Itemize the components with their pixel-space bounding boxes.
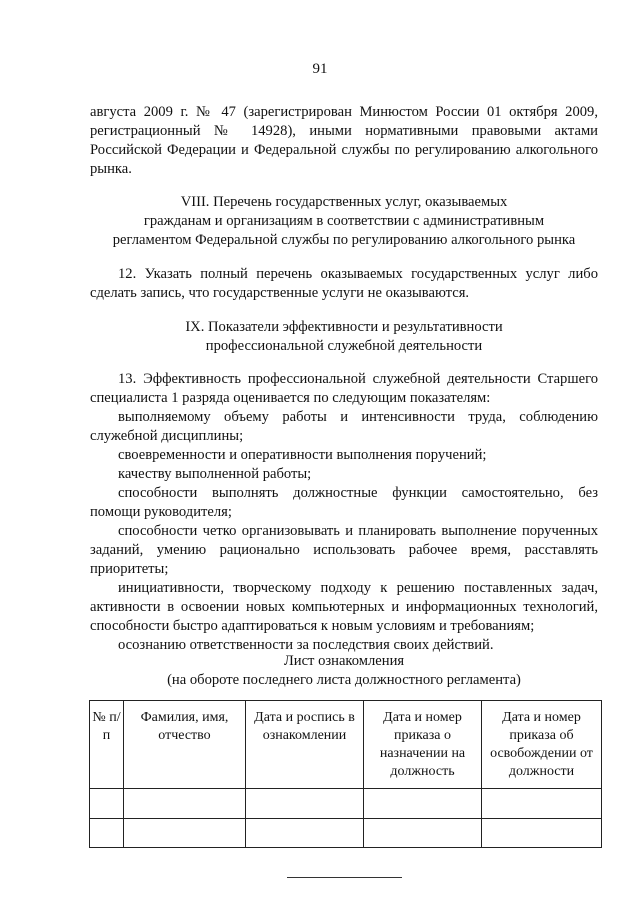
item-13-line: осознанию ответственности за последствия своих действий. xyxy=(118,637,494,653)
column-header-full-name: Фамилия, имя, отчество xyxy=(124,701,246,789)
item-12 xyxy=(90,265,598,303)
item-13-line: своевременности и оперативности выполнения поручений; xyxy=(118,447,487,463)
heading-line: VIII. Перечень государственных услуг, оказываемых xyxy=(180,194,508,210)
item-13-line: помощи руководителя; xyxy=(90,504,232,520)
intro-paragraph xyxy=(90,103,598,179)
item-13-line: способности быстро адаптироваться к новым условиям и требованиям; xyxy=(90,618,535,634)
table-cell xyxy=(482,818,602,847)
column-header-appointment-order: Дата и номер приказа о назначении на должность xyxy=(364,701,482,789)
column-header-number: № п/п xyxy=(90,701,124,789)
sheet-title: Лист ознакомления xyxy=(283,653,405,669)
acknowledgement-table xyxy=(89,700,602,848)
table-cell xyxy=(482,789,602,818)
table-cell xyxy=(246,818,364,847)
item-13-line: выполняемому объему работы и интенсивности труда, соблюдению xyxy=(118,409,598,425)
item-13-line: способности четко организовывать и планировать выполнение порученных xyxy=(118,523,598,539)
table-row xyxy=(90,789,602,818)
table-row xyxy=(90,818,602,847)
intro-line: Российской Федерации и Федеральной службы по регулированию алкогольного xyxy=(90,142,598,158)
footer-divider xyxy=(287,877,402,878)
sheet-subtitle: (на обороте последнего листа должностного регламента) xyxy=(167,672,521,688)
column-header-dismissal-order: Дата и номер приказа об освобождении от должности xyxy=(482,701,602,789)
heading-line: профессиональной служебной деятельности xyxy=(205,338,483,354)
heading-line: IX. Показатели эффективности и результативности xyxy=(185,319,503,335)
intro-line: августа 2009 г. № 47 (зарегистрирован Минюстом России 01 октября 2009, xyxy=(90,104,598,120)
item-12-line: 12. Указать полный перечень оказываемых государственных услуг либо xyxy=(118,266,598,282)
table-cell xyxy=(364,789,482,818)
item-12-line: сделать запись, что государственные услуги не оказываются. xyxy=(90,285,470,301)
item-13 xyxy=(90,370,598,655)
table-cell xyxy=(246,789,364,818)
item-13-line: активности в освоении новых компьютерных и информационных технологий, xyxy=(90,599,598,615)
item-13-line: заданий, умению рационально использовать рабочее время, расставлять xyxy=(90,542,598,558)
intro-line: регистрационный № 14928), иными нормативными правовыми актами xyxy=(90,123,598,139)
item-13-line: способности выполнять должностные функции самостоятельно, без xyxy=(118,485,598,501)
item-13-line: инициативности, творческому подходу к решению поставленных задач, xyxy=(118,580,598,596)
column-header-acknowledgement-date: Дата и роспись в ознакомлении xyxy=(246,701,364,789)
item-13-line: приоритеты; xyxy=(90,561,169,577)
table-header-row xyxy=(90,701,602,789)
page-number: 91 xyxy=(312,61,328,77)
intro-line: рынка. xyxy=(90,161,132,177)
heading-line: гражданам и организациям в соответствии с административным xyxy=(143,213,545,229)
table-cell xyxy=(90,789,124,818)
section-8-heading xyxy=(90,193,598,250)
item-13-line: качеству выполненной работы; xyxy=(118,466,312,482)
table-cell xyxy=(124,789,246,818)
section-9-heading xyxy=(90,318,598,356)
acknowledgement-sheet-heading xyxy=(90,652,598,690)
table-cell xyxy=(124,818,246,847)
item-13-line: специалиста 1 разряда оценивается по следующим показателям: xyxy=(90,390,491,406)
table-cell xyxy=(364,818,482,847)
item-13-line: 13. Эффективность профессиональной служебной деятельности Старшего xyxy=(118,371,598,387)
table-cell xyxy=(90,818,124,847)
heading-line: регламентом Федеральной службы по регулированию алкогольного рынка xyxy=(112,232,576,248)
item-13-line: служебной дисциплины; xyxy=(90,428,244,444)
